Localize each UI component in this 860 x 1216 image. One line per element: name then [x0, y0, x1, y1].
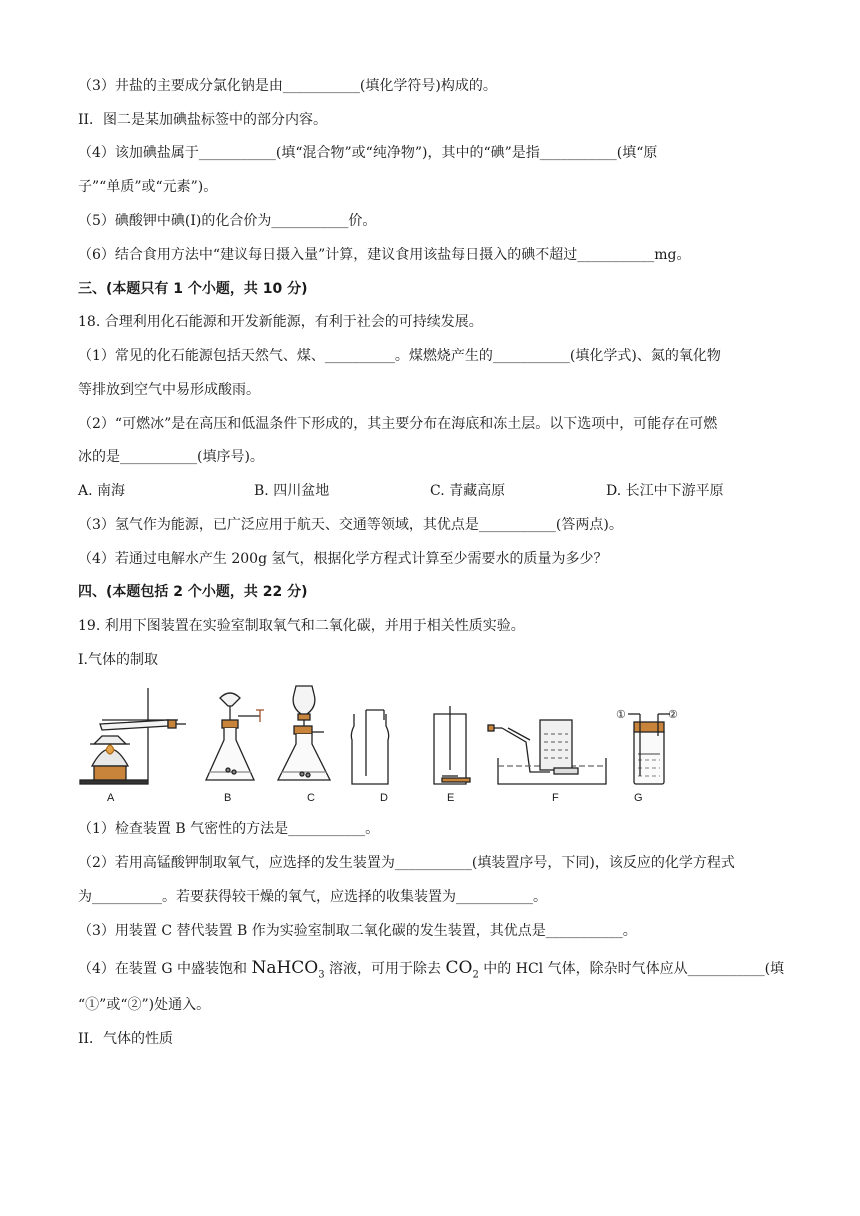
q18-2-line2: 冰的是___________(填序号)。 [78, 449, 264, 465]
nahco3-formula [251, 958, 325, 981]
q17-3: （3）井盐的主要成分氯化钠是由___________(填化学符号)构成的。 [78, 78, 497, 94]
q19-4-line1 [78, 958, 784, 985]
section-i-heading: Ⅰ.气体的制取 [78, 652, 158, 668]
section-ii-heading: II．图二是某加碘盐标签中的部分内容。 [78, 112, 328, 128]
co2-text: CO [445, 958, 473, 978]
apparatus-d [351, 710, 388, 784]
q17-5: （5）碘酸钾中碘(I)的化合价为___________价。 [78, 213, 377, 229]
co2-formula [445, 958, 479, 981]
option-b: B. 四川盆地 [254, 483, 330, 499]
q18-4: （4）若通过电解水产生 200g 氢气，根据化学方程式计算至少需要水的质量为多少？ [78, 551, 608, 567]
q19-1: （1）检查装置 B 气密性的方法是___________。 [78, 821, 380, 837]
q17-4-line2: 子”“单质”或“元素”)。 [78, 179, 218, 195]
q19-2-line1: （2）若用高锰酸钾制取氧气，应选择的发生装置为___________(填装置序号，下同)，该反应的化学方程式 [78, 855, 735, 871]
g-port-1: ① [616, 709, 626, 721]
q19-3: （3）用装置 C 替代装置 B 作为实验室制取二氧化碳的发生装置，其优点是___________。 [78, 923, 637, 939]
nahco3-subscript: 3 [318, 969, 325, 981]
co2-subscript: 2 [472, 969, 479, 981]
apparatus-figure [78, 680, 718, 792]
q19-4-post: 中的 HCl 气体，除杂时气体应从___________(填 [478, 961, 785, 977]
apparatus-b [206, 693, 264, 780]
q17-6: （6）结合食用方法中“建议每日摄入量”计算，建议食用该盐每日摄入的碘不超过___________mg。 [78, 247, 691, 263]
apparatus-c [278, 686, 330, 780]
option-a: A. 南海 [78, 483, 126, 499]
q18-stem: 18. 合理利用化石能源和开发新能源，有利于社会的可持续发展。 [78, 314, 483, 330]
label-e: E [447, 792, 455, 804]
section-ii-properties: II．气体的性质 [78, 1031, 174, 1047]
apparatus-f [488, 720, 606, 784]
q17-4-line1: （4）该加碘盐属于___________(填“混合物”或“纯净物”)，其中的“碘”是指___________(填“原 [78, 145, 658, 161]
option-d: D. 长江中下游平原 [606, 483, 724, 499]
q18-1-line2: 等排放到空气中易形成酸雨。 [78, 382, 260, 398]
label-d: D [380, 792, 388, 804]
option-c: C. 青藏高原 [430, 483, 506, 499]
q18-2-line1: （2）“可燃冰”是在高压和低温条件下形成的，其主要分布在海底和冻土层。以下选项中，可能存在可燃 [78, 416, 718, 432]
label-f: F [552, 792, 559, 804]
q18-1-line1: （1）常见的化石能源包括天然气、煤、__________。煤燃烧产生的___________(填化学式)、氮的氧化物 [78, 348, 721, 364]
q19-4-line2: “①”或“②”)处通入。 [78, 997, 211, 1013]
apparatus-g [628, 714, 670, 784]
nahco3-text: NaHCO [251, 958, 319, 978]
part-3-heading: 三、(本题只有 1 个小题，共 10 分) [78, 281, 308, 297]
label-b: B [224, 792, 232, 804]
label-g: G [634, 792, 643, 804]
q18-3: （3）氢气作为能源，已广泛应用于航天、交通等领域，其优点是___________(答两点)。 [78, 517, 623, 533]
apparatus-a [80, 688, 186, 784]
apparatus-e [434, 706, 470, 784]
part-4-heading: 四、(本题包括 2 个小题，共 22 分) [78, 584, 308, 600]
q19-4-mid: 溶液，可用于除去 [324, 961, 446, 977]
q19-4-pre: （4）在装置 G 中盛装饱和 [78, 961, 252, 977]
label-a: A [107, 792, 115, 804]
label-c: C [307, 792, 315, 804]
g-port-2: ② [668, 709, 678, 721]
q19-2-line2: 为__________。若要获得较干燥的氧气，应选择的收集装置为___________。 [78, 889, 547, 905]
q19-stem: 19. 利用下图装置在实验室制取氧气和二氧化碳，并用于相关性质实验。 [78, 618, 525, 634]
